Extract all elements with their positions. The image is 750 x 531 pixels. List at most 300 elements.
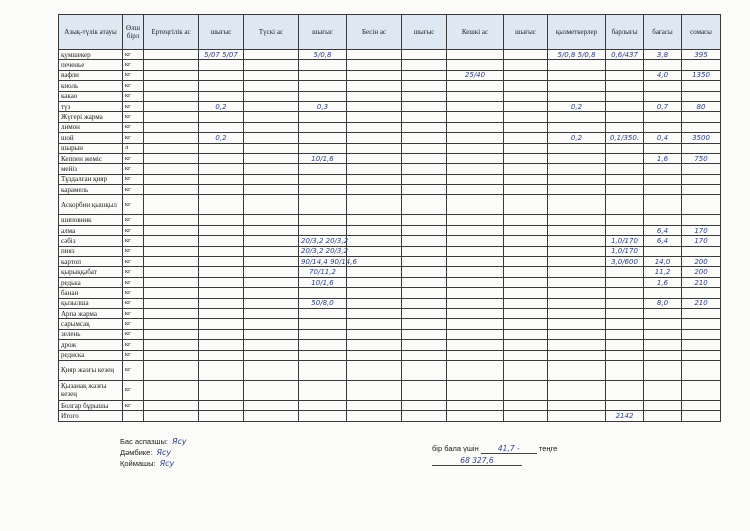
unit-cell: кг (123, 246, 144, 256)
product-name: какао (59, 91, 123, 101)
value-cell (299, 288, 347, 298)
table-row (59, 298, 721, 308)
value-cell (548, 112, 606, 122)
value-cell (244, 350, 299, 360)
table-row (59, 257, 721, 267)
value-cell (504, 288, 548, 298)
value-cell (504, 133, 548, 143)
value-cell (347, 60, 402, 70)
value-cell (347, 400, 402, 410)
value-cell (682, 350, 721, 360)
product-name: Болгар бұрышы (59, 400, 123, 410)
value-cell (199, 257, 244, 267)
value-cell (644, 288, 682, 298)
value-cell (199, 195, 244, 215)
value-cell (682, 174, 721, 184)
value-cell (199, 411, 244, 421)
product-name: қүмшекер (59, 50, 123, 60)
value-cell (402, 225, 447, 235)
value-cell (644, 112, 682, 122)
value-cell (299, 185, 347, 195)
value-cell (244, 267, 299, 277)
value-cell: 1350 (682, 70, 721, 80)
table-row (59, 60, 721, 70)
value-cell (244, 360, 299, 380)
table-row (59, 133, 721, 143)
value-cell (644, 81, 682, 91)
value-cell (144, 319, 199, 329)
product-name: сарымсақ (59, 319, 123, 329)
value-cell (199, 350, 244, 360)
value-cell (199, 143, 244, 153)
value-cell (548, 400, 606, 410)
value-cell (644, 164, 682, 174)
value-cell (402, 60, 447, 70)
unit-cell: кг (123, 133, 144, 143)
value-cell (299, 91, 347, 101)
value-cell (504, 174, 548, 184)
value-cell (504, 236, 548, 246)
value-cell (447, 164, 504, 174)
value-cell (447, 174, 504, 184)
value-cell (682, 246, 721, 256)
food-table (58, 14, 721, 422)
value-cell (504, 60, 548, 70)
unit-cell: кг (123, 122, 144, 132)
value-cell (402, 122, 447, 132)
value-cell (447, 400, 504, 410)
table-row (59, 329, 721, 339)
product-name: Арпа жарма (59, 308, 123, 318)
table-row (59, 91, 721, 101)
value-cell (402, 411, 447, 421)
value-cell (199, 236, 244, 246)
table-row (59, 360, 721, 380)
unit-cell: кг (123, 215, 144, 225)
value-cell (244, 164, 299, 174)
value-cell (606, 215, 644, 225)
value-cell (548, 70, 606, 80)
value-cell (447, 50, 504, 60)
value-cell (347, 267, 402, 277)
value-cell (402, 257, 447, 267)
value-cell (606, 112, 644, 122)
value-cell (644, 246, 682, 256)
value-cell (199, 360, 244, 380)
value-cell (504, 340, 548, 350)
value-cell: 3,8 (644, 50, 682, 60)
value-cell (144, 288, 199, 298)
currency-label: теңге (538, 444, 558, 453)
value-cell (299, 143, 347, 153)
value-cell (504, 153, 548, 163)
value-cell (244, 246, 299, 256)
value-cell (447, 257, 504, 267)
value-cell (447, 225, 504, 235)
value-cell (447, 308, 504, 318)
value-cell: 6,4 (644, 225, 682, 235)
value-cell (504, 350, 548, 360)
value-cell (606, 319, 644, 329)
value-cell (347, 153, 402, 163)
table-row (59, 308, 721, 318)
value-cell (447, 143, 504, 153)
menu-sheet (58, 14, 720, 422)
value-cell: 5/07 5/07 (199, 50, 244, 60)
value-cell (644, 91, 682, 101)
value-cell (447, 380, 504, 400)
value-cell (644, 122, 682, 132)
value-cell: 0,2 (548, 133, 606, 143)
product-name: пияз (59, 246, 123, 256)
unit-cell: кг (123, 236, 144, 246)
value-cell (199, 153, 244, 163)
table-row (59, 164, 721, 174)
product-name: кноль (59, 81, 123, 91)
header-staff: қызметкерлер (548, 15, 606, 50)
value-cell (548, 257, 606, 267)
value-cell (144, 133, 199, 143)
value-cell (244, 340, 299, 350)
header-out-lunch: шығыс (299, 15, 347, 50)
value-cell (244, 133, 299, 143)
value-cell (299, 164, 347, 174)
value-cell (244, 143, 299, 153)
value-cell (504, 360, 548, 380)
value-cell (402, 400, 447, 410)
value-cell (244, 153, 299, 163)
value-cell (402, 185, 447, 195)
value-cell: 1,0/170 (606, 246, 644, 256)
unit-cell: кг (123, 101, 144, 111)
table-row (59, 340, 721, 350)
value-cell: 200 (682, 267, 721, 277)
value-cell: 0,4 (644, 133, 682, 143)
table-row (59, 288, 721, 298)
value-cell (504, 298, 548, 308)
value-cell: 2142 (606, 411, 644, 421)
value-cell (199, 174, 244, 184)
unit-cell: кг (123, 298, 144, 308)
value-cell (402, 143, 447, 153)
value-cell (244, 298, 299, 308)
value-cell (548, 288, 606, 298)
value-cell (244, 329, 299, 339)
value-cell: 5/0,8 (299, 50, 347, 60)
value-cell (682, 164, 721, 174)
product-name: Қызанақ жазғы кезең (59, 380, 123, 400)
product-name: карамель (59, 185, 123, 195)
value-cell: 0,2 (548, 101, 606, 111)
value-cell (644, 215, 682, 225)
value-cell (644, 329, 682, 339)
value-cell (347, 185, 402, 195)
product-name: алма (59, 225, 123, 235)
value-cell (347, 195, 402, 215)
product-name: қырыққабат (59, 267, 123, 277)
value-cell (402, 288, 447, 298)
header-breakfast: Ертеңгілік ас (144, 15, 199, 50)
value-cell (347, 215, 402, 225)
per-child-label: бір бала үшін (432, 444, 479, 453)
value-cell (402, 277, 447, 287)
value-cell (447, 195, 504, 215)
value-cell (299, 400, 347, 410)
value-cell (548, 340, 606, 350)
header-unit: Өлш бірл (123, 15, 144, 50)
value-cell (144, 195, 199, 215)
value-cell (244, 112, 299, 122)
value-cell (682, 288, 721, 298)
value-cell (402, 101, 447, 111)
value-cell (644, 185, 682, 195)
chef-label: Бас аспазшы: (120, 437, 168, 446)
value-cell (244, 122, 299, 132)
value-cell (447, 185, 504, 195)
value-cell (299, 122, 347, 132)
value-cell (447, 267, 504, 277)
value-cell (606, 60, 644, 70)
value-cell (347, 350, 402, 360)
value-cell (144, 246, 199, 256)
value-cell (144, 143, 199, 153)
value-cell (682, 185, 721, 195)
product-name: Тұздалған қияр (59, 174, 123, 184)
value-cell (606, 277, 644, 287)
value-cell (199, 81, 244, 91)
value-cell (144, 267, 199, 277)
value-cell: 70/11,2 (299, 267, 347, 277)
value-cell (682, 215, 721, 225)
value-cell (606, 143, 644, 153)
value-cell (299, 411, 347, 421)
header-lunch: Түскі ас (244, 15, 299, 50)
value-cell (548, 267, 606, 277)
value-cell: 10/1,6 (299, 153, 347, 163)
value-cell (347, 360, 402, 380)
value-cell (347, 411, 402, 421)
value-cell (402, 298, 447, 308)
value-cell (447, 411, 504, 421)
value-cell: 0,2 (199, 133, 244, 143)
table-row (59, 277, 721, 287)
value-cell (644, 360, 682, 380)
value-cell (548, 81, 606, 91)
value-cell (402, 236, 447, 246)
value-cell (548, 143, 606, 153)
chef-signature: Ясу (171, 437, 187, 446)
value-cell (144, 174, 199, 184)
value-cell (682, 122, 721, 132)
value-cell (299, 174, 347, 184)
product-name: редька (59, 277, 123, 287)
value-cell (504, 267, 548, 277)
value-cell (504, 112, 548, 122)
value-cell: 80 (682, 101, 721, 111)
value-cell (199, 277, 244, 287)
product-name: шырын (59, 143, 123, 153)
table-row (59, 50, 721, 60)
value-cell (644, 340, 682, 350)
unit-cell: кг (123, 153, 144, 163)
value-cell (199, 298, 244, 308)
value-cell (644, 350, 682, 360)
value-cell (548, 246, 606, 256)
value-cell (447, 153, 504, 163)
unit-cell (123, 411, 144, 421)
value-cell (144, 112, 199, 122)
value-cell (644, 60, 682, 70)
value-cell (347, 277, 402, 287)
value-cell (144, 101, 199, 111)
value-cell (299, 225, 347, 235)
value-cell (548, 185, 606, 195)
unit-cell: кг (123, 195, 144, 215)
unit-cell: кг (123, 308, 144, 318)
value-cell (299, 319, 347, 329)
value-cell (606, 267, 644, 277)
value-cell (144, 185, 199, 195)
product-name: мейіз (59, 164, 123, 174)
value-cell: 11,2 (644, 267, 682, 277)
value-cell (144, 81, 199, 91)
unit-cell: кг (123, 60, 144, 70)
value-cell (447, 298, 504, 308)
value-cell (447, 133, 504, 143)
value-cell (244, 308, 299, 318)
value-cell (447, 122, 504, 132)
value-cell (144, 122, 199, 132)
unit-cell: кг (123, 81, 144, 91)
value-cell: 50/8,0 (299, 298, 347, 308)
value-cell (504, 81, 548, 91)
value-cell (504, 400, 548, 410)
value-cell (606, 70, 644, 80)
value-cell (644, 380, 682, 400)
value-cell (606, 380, 644, 400)
value-cell (144, 60, 199, 70)
value-cell (347, 380, 402, 400)
value-cell (299, 308, 347, 318)
value-cell (548, 360, 606, 380)
value-cell (548, 153, 606, 163)
value-cell: 6,4 (644, 236, 682, 246)
value-cell (606, 225, 644, 235)
value-cell: 1,6 (644, 153, 682, 163)
value-cell (244, 81, 299, 91)
table-row (59, 122, 721, 132)
value-cell (402, 50, 447, 60)
value-cell (447, 236, 504, 246)
total-value: 68 327,6 (432, 456, 522, 466)
value-cell (606, 340, 644, 350)
value-cell (548, 174, 606, 184)
product-name: шиповник (59, 215, 123, 225)
storekeeper-signature: Ясу (156, 448, 172, 457)
unit-cell: кг (123, 329, 144, 339)
value-cell (347, 225, 402, 235)
value-cell (447, 112, 504, 122)
value-cell (644, 143, 682, 153)
value-cell (199, 112, 244, 122)
unit-cell: кг (123, 288, 144, 298)
product-name: печенье (59, 60, 123, 70)
value-cell: 0,6/437 (606, 50, 644, 60)
value-cell (347, 70, 402, 80)
value-cell (299, 133, 347, 143)
value-cell (504, 70, 548, 80)
value-cell (244, 380, 299, 400)
value-cell (548, 195, 606, 215)
value-cell (447, 277, 504, 287)
value-cell (682, 360, 721, 380)
value-cell (548, 277, 606, 287)
table-row (59, 174, 721, 184)
value-cell (244, 70, 299, 80)
value-cell (644, 400, 682, 410)
value-cell (402, 246, 447, 256)
value-cell (144, 400, 199, 410)
value-cell (299, 195, 347, 215)
header-total: барлығы (606, 15, 644, 50)
table-header-row (59, 15, 721, 50)
value-cell (606, 174, 644, 184)
per-child-block (432, 444, 557, 466)
value-cell (244, 195, 299, 215)
value-cell (144, 360, 199, 380)
value-cell (199, 400, 244, 410)
product-name: Қияр жазғы кезең (59, 360, 123, 380)
value-cell (644, 195, 682, 215)
value-cell (347, 329, 402, 339)
header-snack: Бесін ас (347, 15, 402, 50)
value-cell (606, 350, 644, 360)
value-cell (402, 174, 447, 184)
value-cell (402, 133, 447, 143)
value-cell (606, 101, 644, 111)
value-cell (347, 288, 402, 298)
value-cell (644, 308, 682, 318)
value-cell: 750 (682, 153, 721, 163)
value-cell (402, 267, 447, 277)
value-cell (644, 319, 682, 329)
total-line (432, 456, 557, 466)
product-name: Жүгері жарма (59, 112, 123, 122)
value-cell (682, 60, 721, 70)
value-cell (199, 60, 244, 70)
chef-line (120, 436, 187, 447)
table-row (59, 153, 721, 163)
value-cell (504, 380, 548, 400)
value-cell (447, 215, 504, 225)
value-cell (347, 50, 402, 60)
value-cell: 8,0 (644, 298, 682, 308)
value-cell (244, 174, 299, 184)
value-cell (144, 350, 199, 360)
header-out-dinner: шығыс (504, 15, 548, 50)
value-cell (447, 81, 504, 91)
value-cell (244, 319, 299, 329)
signatures (120, 436, 187, 469)
value-cell: 210 (682, 277, 721, 287)
value-cell (682, 400, 721, 410)
value-cell (144, 340, 199, 350)
value-cell (347, 101, 402, 111)
value-cell (144, 91, 199, 101)
warehouse-signature: Ясу (159, 459, 175, 468)
table-row (59, 143, 721, 153)
value-cell: 90/14,4 90/14,6 (299, 257, 347, 267)
